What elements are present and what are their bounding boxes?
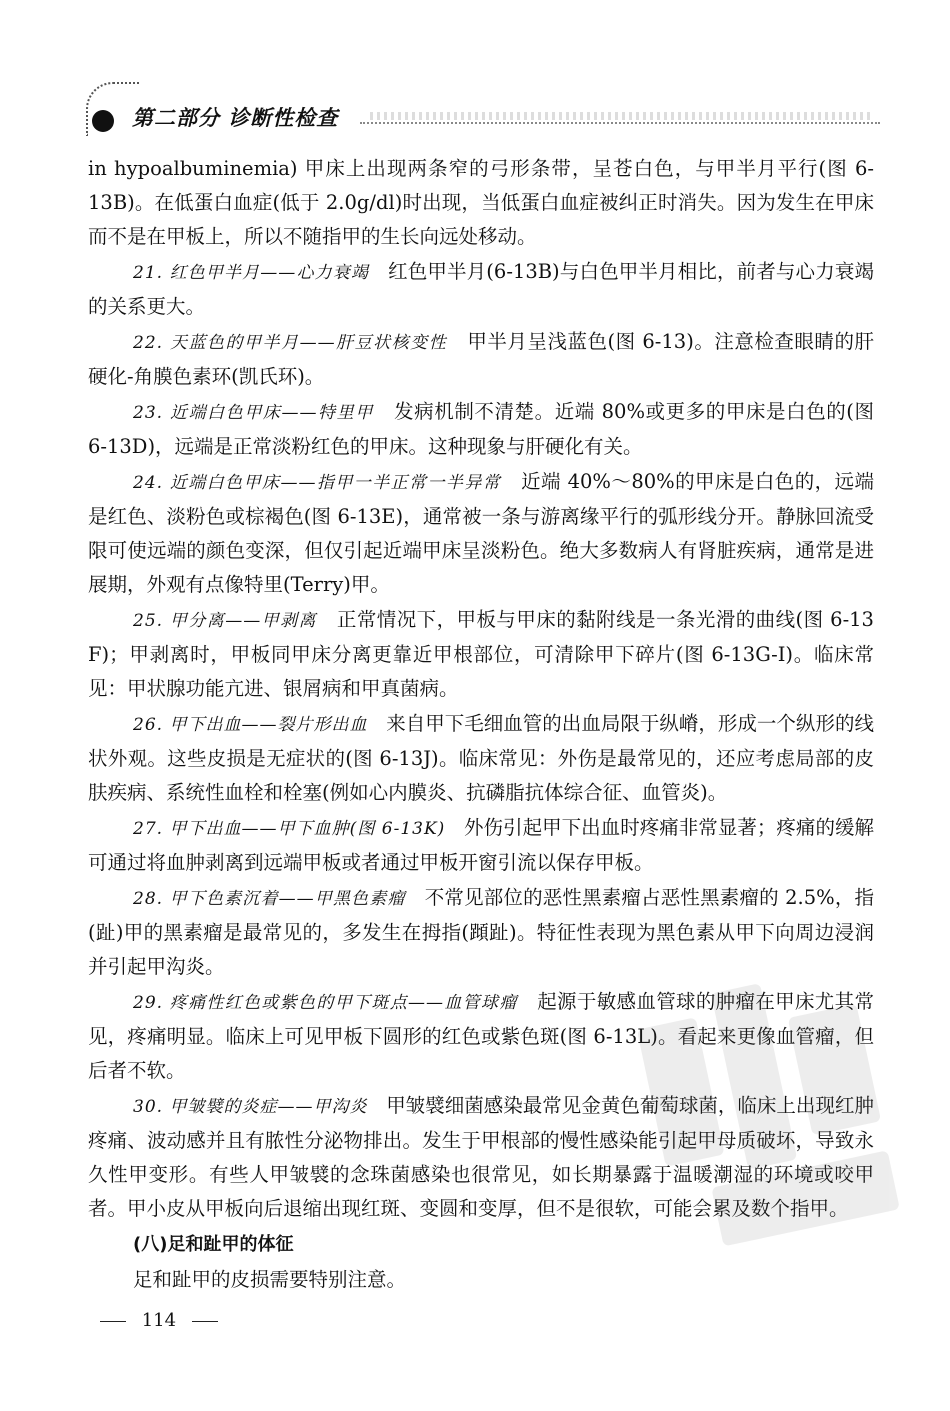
- entry-heading: 24. 近端白色甲床——指甲一半正常一半异常: [133, 473, 502, 493]
- paragraph: [88, 152, 874, 254]
- paragraph: [88, 395, 874, 464]
- entry-heading: 23. 近端白色甲床——特里甲: [133, 403, 374, 423]
- entry-heading: 29. 疼痛性红色或紫色的甲下斑点——血管球瘤: [133, 993, 518, 1013]
- page-number: 114: [141, 1310, 177, 1331]
- header-scan-noise: [370, 112, 870, 120]
- header-dotted-rule: [360, 122, 880, 124]
- paragraph: [88, 255, 874, 324]
- paragraph-text: 甲皱襞细菌感染最常见金黄色葡萄球菌，临床上出现红肿疼痛、波动感并且有脓性分泌物排出。发生于甲根部的慢性感染能引起甲母质破坏，导致永久性甲变形。有些人甲皱襞的念珠菌感染也很常见，如长期暴露于温暖潮湿的环境或咬甲者。甲小皮从甲板向后退缩出现红斑、变圆和变厚，但不是很软，可能会累及数个指甲。: [88, 1094, 874, 1220]
- footer-dash-left: [100, 1321, 126, 1322]
- entry-heading: 30. 甲皱襞的炎症——甲沟炎: [133, 1097, 368, 1117]
- paragraph-text: 起源于敏感血管球的肿瘤在甲床尤其常见，疼痛明显。临床上可见甲板下圆形的红色或紫色斑(图 6-13L)。看起来更像血管瘤，但后者不软。: [88, 990, 874, 1082]
- section-paragraph: 足和趾甲的皮损需要特别注意。: [133, 1268, 407, 1291]
- paragraph-text: in hypoalbuminemia) 甲床上出现两条窄的弓形条带，呈苍白色，与甲半月平行(图 6-13B)。在低蛋白血症(低于 2.0g/dl)时出现，当低蛋白血症被纠正时消失。因为发生在甲床而不是在甲板上，所以不随指甲的生长向远处移动。: [88, 157, 874, 248]
- paragraph-text: 外伤引起甲下出血时疼痛非常显著；疼痛的缓解可通过将血肿剥离到远端甲板或者通过甲板开窗引流以保存甲板。: [88, 816, 874, 874]
- entry-heading: 27. 甲下出血——甲下血肿(图 6-13K): [133, 819, 446, 839]
- paragraph-text: 近端 40%～80%的甲床是白色的，远端是红色、淡粉色或棕褐色(图 6-13E)，通常被一条与游离缘平行的弧形线分开。静脉回流受限可使远端的颜色变深，但仅引起近端甲床呈淡粉色。绝大多数病人有肾脏疾病，通常是进展期，外观有点像特里(Terry)甲。: [88, 470, 874, 596]
- paragraph: [88, 465, 874, 602]
- header-title: 第二部分 诊断性检查: [132, 106, 339, 130]
- entry-heading: 22. 天蓝色的甲半月——肝豆状核变性: [133, 333, 448, 353]
- paragraph: [88, 325, 874, 394]
- entry-heading: 21. 红色甲半月——心力衰竭: [133, 263, 370, 283]
- paragraph-text: 来自甲下毛细血管的出血局限于纵嵴，形成一个纵形的线状外观。这些皮损是无症状的(图 6-13J)。临床常见：外伤是最常见的，还应考虑局部的皮肤疾病、系统性血栓和栓塞(例如心内膜炎、抗磷脂抗体综合征、血管炎)。: [88, 712, 874, 804]
- header-bullet-icon: [92, 110, 114, 132]
- paragraph-text: 红色甲半月(6-13B)与白色甲半月相比，前者与心力衰竭的关系更大。: [88, 260, 874, 318]
- section-heading: (八)足和趾甲的体征: [133, 1234, 294, 1255]
- page-footer: [100, 1310, 218, 1331]
- footer-dash-right: [192, 1321, 218, 1322]
- paragraph: [88, 811, 874, 880]
- entry-heading: 28. 甲下色素沉着——甲黑色素瘤: [133, 889, 406, 909]
- paragraph-text: 正常情况下，甲板与甲床的黏附线是一条光滑的曲线(图 6-13 F)；甲剥离时，甲板同甲床分离更靠近甲根部位，可清除甲下碎片(图 6-13G-I)。临床常见：甲状腺功能亢进、银屑病和甲真菌病。: [88, 608, 874, 700]
- paragraph: [88, 603, 874, 706]
- paragraph-text: 不常见部位的恶性黑素瘤占恶性黑素瘤的 2.5%，指(趾)甲的黑素瘤是最常见的，多发生在拇指(蹞趾)。特征性表现为黑色素从甲下向周边浸润并引起甲沟炎。: [88, 886, 874, 978]
- paragraph-text: 甲半月呈浅蓝色(图 6-13)。注意检查眼睛的肝硬化-角膜色素环(凯氏环)。: [88, 330, 874, 388]
- paragraph-text: 发病机制不清楚。近端 80%或更多的甲床是白色的(图 6-13D)，远端是正常淡粉红色的甲床。这种现象与肝硬化有关。: [88, 400, 874, 458]
- entry-heading: 26. 甲下出血——裂片形出血: [133, 715, 368, 735]
- paragraph: [88, 707, 874, 810]
- entry-heading: 25. 甲分离——甲剥离: [133, 611, 317, 631]
- running-header: [80, 78, 880, 138]
